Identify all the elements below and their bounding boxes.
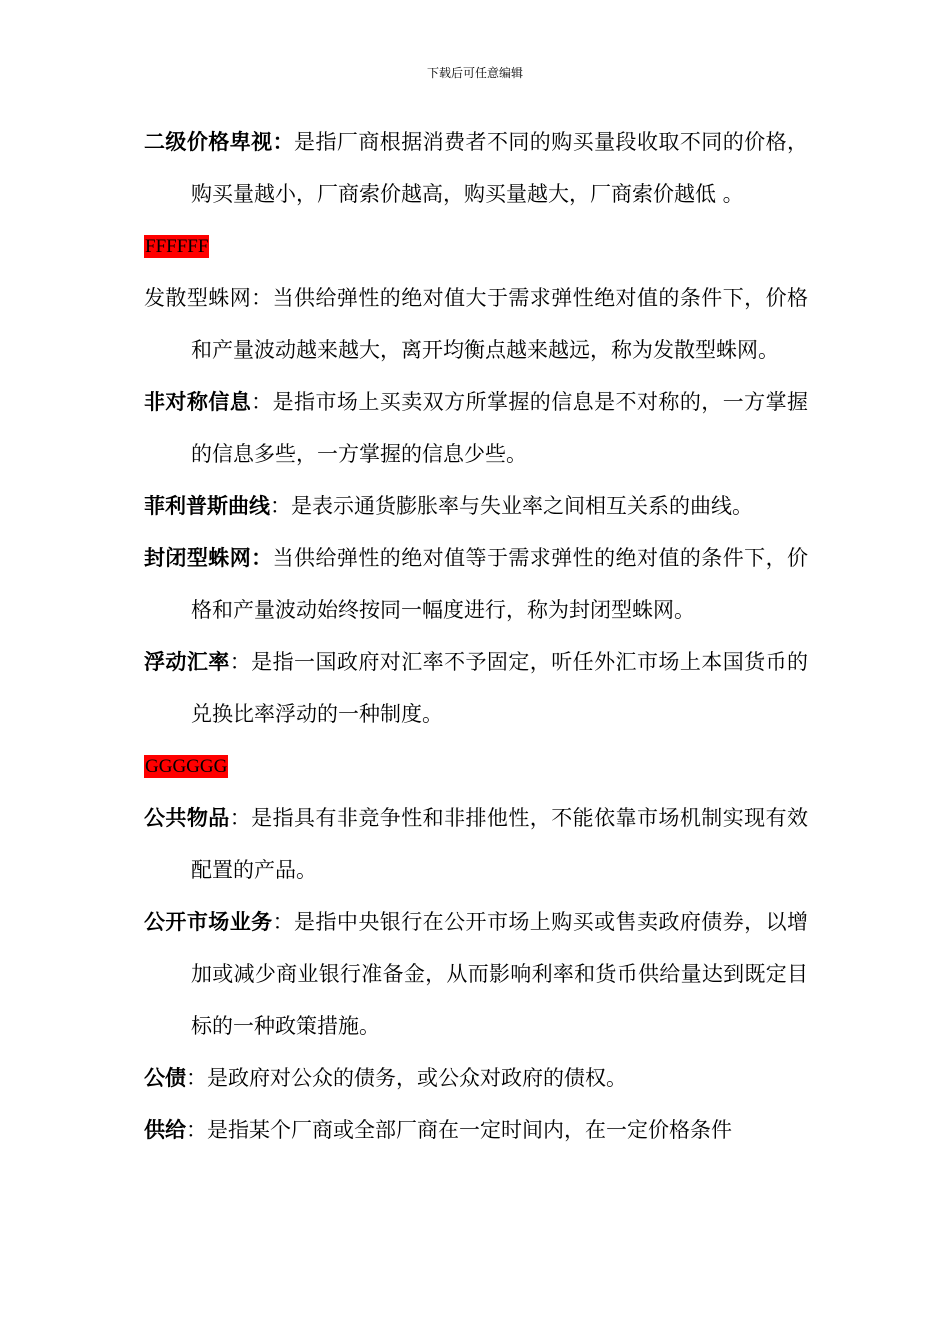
entry-term: 供给 xyxy=(144,1118,186,1142)
entry-definition: 当供给弹性的绝对值大于需求弹性绝对值的条件下，价格和产量波动越来越大，离开均衡点越来越远，称为发散型蛛网。 xyxy=(191,286,809,362)
section-marker xyxy=(144,740,808,792)
glossary-entry xyxy=(144,1104,808,1156)
entry-separator: ： xyxy=(272,130,295,154)
entry-definition: 是指一国政府对汇率不予固定，听任外汇市场上本国货币的兑换比率浮动的一种制度。 xyxy=(191,650,809,726)
entry-separator: ： xyxy=(251,390,273,414)
glossary-entry xyxy=(144,480,808,532)
entry-separator: ： xyxy=(229,806,252,830)
entry-definition: 是指具有非竞争性和非排他性，不能依靠市场机制实现有效配置的产品。 xyxy=(191,806,809,882)
entry-term: 非对称信息 xyxy=(144,390,252,414)
entry-term: 菲利普斯曲线 xyxy=(144,494,270,518)
entry-definition: 是指市场上买卖双方所掌握的信息是不对称的，一方掌握的信息多些，一方掌握的信息少些。 xyxy=(191,390,809,466)
glossary-entry xyxy=(144,896,808,1052)
entry-definition: 是指厂商根据消费者不同的购买量段收取不同的价格，购买量越小，厂商索价越高，购买量越大，厂商索价越低 。 xyxy=(191,130,809,206)
glossary-entry xyxy=(144,792,808,896)
section-letter-label: GGGGGG xyxy=(145,755,228,777)
entry-separator: ： xyxy=(270,494,291,518)
entry-term: 发散型蛛网 xyxy=(144,286,252,310)
entry-definition: 是表示通货膨胀率与失业率之间相互关系的曲线。 xyxy=(291,494,753,518)
entry-term: 封闭型蛛网 xyxy=(144,546,252,570)
entry-term: 浮动汇率 xyxy=(144,650,230,674)
glossary-entry xyxy=(144,272,808,376)
entry-term: 公债 xyxy=(144,1066,186,1090)
glossary-entry xyxy=(144,532,808,636)
entry-term: 公共物品 xyxy=(144,806,230,830)
entry-term: 公开市场业务 xyxy=(144,910,273,934)
entry-separator: ： xyxy=(251,286,273,310)
entry-term: 二级价格卑视 xyxy=(144,130,273,154)
entry-separator: ： xyxy=(186,1066,207,1090)
entry-separator: ： xyxy=(251,546,273,570)
entry-separator: ： xyxy=(229,650,252,674)
section-letter-label: FFFFFF xyxy=(145,235,209,257)
entry-definition: 是指某个厂商或全部厂商在一定时间内，在一定价格条件 xyxy=(207,1118,732,1142)
glossary-entry xyxy=(144,636,808,740)
glossary-entry xyxy=(144,1052,808,1104)
entry-separator: ： xyxy=(272,910,295,934)
entry-definition: 是政府对公众的债务，或公众对政府的债权。 xyxy=(207,1066,627,1090)
glossary-entry xyxy=(144,116,808,220)
entry-definition: 当供给弹性的绝对值等于需求弹性的绝对值的条件下，价格和产量波动始终按同一幅度进行，称为封闭型蛛网。 xyxy=(191,546,809,622)
section-marker xyxy=(144,220,808,272)
entry-definition: 是指中央银行在公开市场上购买或售卖政府债券，以增加或减少商业银行准备金，从而影响利率和货币供给量达到既定目标的一种政策措施。 xyxy=(191,910,809,1038)
page-header: 下载后可任意编辑 xyxy=(426,66,523,80)
document-body xyxy=(144,116,808,1156)
entry-separator: ： xyxy=(186,1118,207,1142)
glossary-entry xyxy=(144,376,808,480)
